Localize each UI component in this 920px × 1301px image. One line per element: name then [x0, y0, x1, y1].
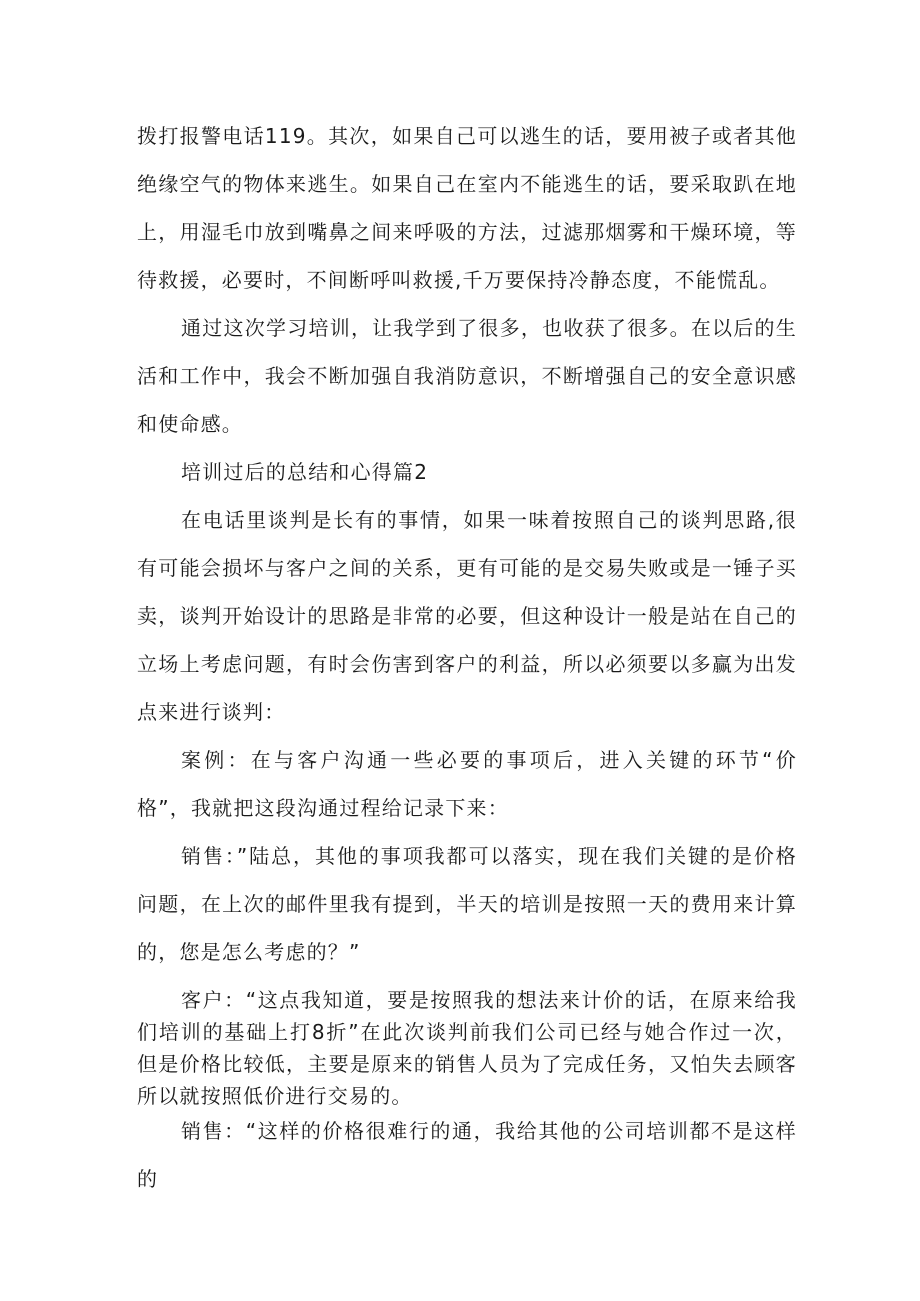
paragraph-case-intro: 案例：在与客户沟通一些必要的事项后，进入关键的环节“价格”，我就把这段沟通过程给记录下来： [137, 748, 797, 820]
paragraph-sales-reply: 销售：“这样的价格很难行的通，我给其他的公司培训都不是这样的 [137, 1119, 797, 1191]
paragraph-customer-dialogue: 客户：“这点我知道，要是按照我的想法来计价的话，在原来给我们培训的基础上打8折”在此次谈判前我们公司已经与她合作过一次，但是价格比较低，主要是原来的销售人员为了完成任务，又怕失去顾客所以就按照低价进行交易的。 [137, 988, 797, 1108]
paragraph-phone-negotiation: 在电话里谈判是长有的事情，如果一味着按照自己的谈判思路,很有可能会损坏与客户之间的关系，更有可能的是交易失败或是一锤子买卖，谈判开始设计的思路是非常的必要，但这种设计一般是站在自己的立场上考虑问题，有时会伤害到客户的利益，所以必须要以多赢为出发点来进行谈判： [137, 508, 797, 724]
section-heading: 培训过后的总结和心得篇2 [181, 460, 429, 484]
paragraph-sales-dialogue: 销售：”陆总，其他的事项我都可以落实，现在我们关键的是价格问题，在上次的邮件里我有提到，半天的培训是按照一天的费用来计算的，您是怎么考虑的？” [137, 844, 797, 964]
paragraph-training-gain: 通过这次学习培训，让我学到了很多，也收获了很多。在以后的生活和工作中，我会不断加强自我消防意识，不断增强自己的安全意识感和使命感。 [137, 316, 797, 436]
paragraph-fire-escape: 拨打报警电话119。其次，如果自己可以逃生的话，要用被子或者其他绝缘空气的物体来逃生。如果自己在室内不能逃生的话，要采取趴在地上，用湿毛巾放到嘴鼻之间来呼吸的方法，过滤那烟雾和干燥环境，等待救援，必要时，不间断呼叫救援,千万要保持冷静态度，不能慌乱。 [137, 124, 797, 292]
